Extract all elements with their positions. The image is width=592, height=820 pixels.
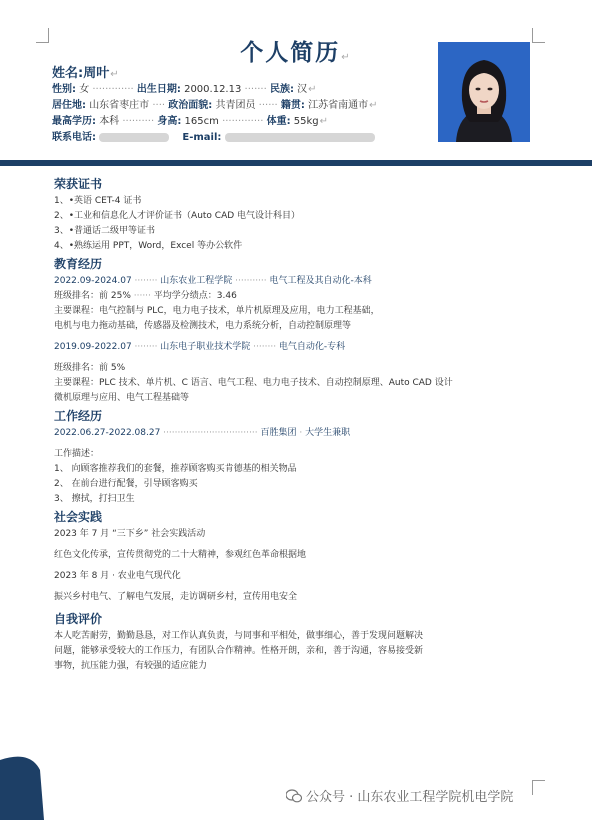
honor-item: 3、•普通话二级甲等证书 — [54, 226, 156, 236]
self-evaluation-line: 事物，抗压能力强，有较强的适应能力 — [54, 661, 208, 671]
politics-value: 共青团员 — [215, 100, 256, 111]
height-label: 身高: — [157, 116, 182, 127]
section-heading-self: 自我评价 — [54, 612, 103, 626]
practice-title: 2023 年 7 月 “三下乡” 社会实践活动 — [54, 529, 206, 539]
residence-row: 居住地: 山东省枣庄市 ···· 政治面貌: 共青团员 ······ 籍贯: 江苏省南通市↵ — [52, 100, 378, 111]
phone-redacted — [99, 133, 169, 142]
education-entry-2: 2019.09-2022.07 ········ 山东电子职业技术学院 ········ 电气自动化-专科 — [54, 342, 346, 352]
education-rank-1: 班级排名：前 25% ······ 平均学分绩点：3.46 — [54, 291, 237, 301]
weight-value: 55kg — [293, 116, 319, 127]
phone-label: 联系电话: — [52, 132, 96, 143]
section-heading-education: 教育经历 — [54, 257, 103, 271]
name-row: 姓名:周叶↵ — [52, 66, 119, 81]
birth-label: 出生日期: — [136, 84, 181, 95]
origin-label: 籍贯: — [280, 100, 305, 111]
residence-label: 居住地: — [52, 100, 86, 111]
header-divider — [0, 160, 592, 166]
height-value: 165cm — [184, 116, 219, 127]
ethnicity-value: 汉 — [297, 84, 308, 95]
education-entry-1: 2022.09-2024.07 ········ 山东农业工程学院 ··········· 电气工程及其自动化-本科 — [54, 276, 372, 286]
self-evaluation-line: 问题，能够承受较大的工作压力，有团队合作精神。性格开朗，亲和，善于沟通，容易接受新 — [54, 646, 424, 656]
honor-item: 2、•工业和信息化人才评价证书（Auto CAD 电气设计科目） — [54, 211, 301, 221]
page-corner-mark — [532, 780, 545, 795]
education-courses: 电机与电力拖动基础，传感器及检测技术，电力系统分析，自动控制原理等 — [54, 321, 352, 331]
decorative-corner-shape — [0, 750, 44, 820]
gender-label: 性别: — [52, 84, 76, 95]
name-label: 姓名: — [52, 66, 84, 81]
work-item: 1、 向顾客推荐我们的套餐，推荐顾客购买肯德基的相关物品 — [54, 464, 297, 474]
gender-value: 女 — [79, 84, 90, 95]
education-courses: 微机原理与应用、电气工程基础等 — [54, 393, 190, 403]
resume-body — [54, 174, 534, 674]
ethnicity-label: 民族: — [269, 84, 294, 95]
education-value: 本科 — [99, 116, 120, 127]
education-courses: 主要课程：电气控制与 PLC，电力电子技术，单片机原理及应用，电力工程基础， — [54, 306, 380, 316]
work-item: 3、 擦拭，打扫卫生 — [54, 494, 135, 504]
honor-item: 1、•英语 CET-4 证书 — [54, 196, 142, 206]
section-heading-practice: 社会实践 — [54, 510, 103, 524]
work-desc-label: 工作描述： — [54, 449, 100, 459]
contact-row — [52, 130, 432, 146]
practice-desc: 红色文化传承，宣传贯彻党的二十大精神，参观红色革命根据地 — [54, 550, 307, 560]
watermark-text: 公众号 · 山东农业工程学院机电学院 — [306, 790, 514, 805]
personal-info — [52, 66, 432, 146]
self-evaluation-line: 本人吃苦耐劳，勤勤恳恳，对工作认真负责，与同事和平相处，做事细心，善于发现问题解决 — [54, 631, 424, 641]
honor-item: 4、•熟练运用 PPT，Word，Excel 等办公软件 — [54, 241, 243, 251]
wechat-icon — [286, 789, 302, 803]
section-heading-honors: 荣获证书 — [54, 177, 103, 191]
work-item: 2、 在前台进行配餐，引导顾客购买 — [54, 479, 198, 489]
practice-desc: 振兴乡村电气、了解电气发展，走访调研乡村，宣传用电安全 — [54, 592, 298, 602]
watermark — [286, 786, 513, 805]
gender-row: 性别: 女 ············· 出生日期: 2000.12.13 ······· 民族: 汉↵ — [52, 84, 317, 95]
practice-title: 2023 年 8 月 · 农业电气现代化 — [54, 571, 181, 581]
work-entry: 2022.06.27-2022.08.27 ································· 百胜集团 · 大学生兼职 — [54, 428, 351, 438]
profile-photo — [438, 42, 530, 142]
education-row: 最高学历: 本科 ·········· 身高: 165cm ············· 体重: 55kg↵ — [52, 116, 329, 127]
section-heading-work: 工作经历 — [54, 409, 103, 423]
education-label: 最高学历: — [52, 116, 96, 127]
origin-value: 江苏省南通市 — [308, 100, 369, 111]
name-value: 周叶 — [83, 66, 110, 81]
education-courses: 主要课程：PLC 技术、单片机、C 语言、电气工程、电力电子技术、自动控制原理、Auto CAD 设计 — [54, 378, 453, 388]
email-redacted — [225, 133, 375, 142]
email-label: E-mail: — [182, 132, 222, 143]
politics-label: 政治面貌: — [168, 100, 213, 111]
weight-label: 体重: — [266, 116, 291, 127]
education-rank-2: 班级排名：前 5% — [54, 363, 126, 373]
resume-title: 个人简历↵ — [240, 40, 352, 66]
birth-value: 2000.12.13 — [184, 84, 242, 95]
residence-value: 山东省枣庄市 — [89, 100, 150, 111]
